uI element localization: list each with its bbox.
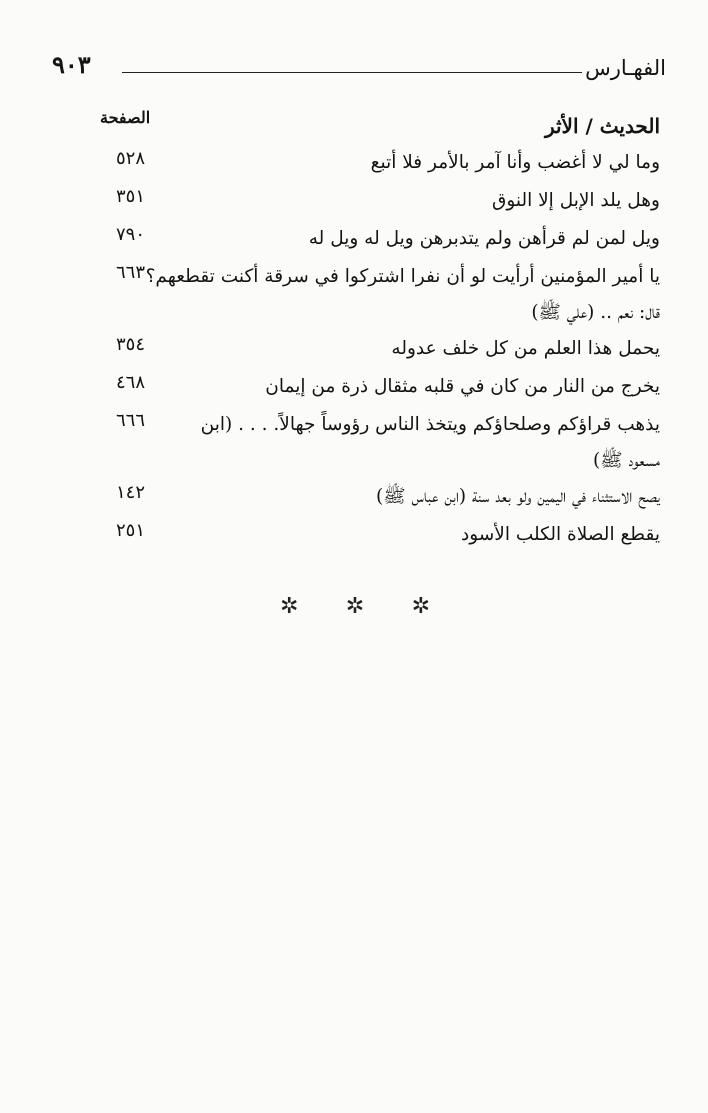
- index-entry: [0, 224, 708, 264]
- index-entry: [0, 334, 708, 374]
- star-ornament-icon: ✲: [345, 594, 365, 619]
- entry-page: ٢٥١: [116, 520, 146, 541]
- header-rule: [122, 72, 582, 73]
- page-number: ٩٠٣: [52, 50, 91, 79]
- section-end-ornaments: [280, 594, 430, 619]
- entry-text: يا أمير المؤمنين أرأيت لو أن نفرا اشتركوا في سرقة أكنت تقطعهم؟: [145, 266, 660, 287]
- entry-text: مسعود ﷺ): [593, 450, 660, 471]
- index-entry-continuation: [0, 302, 708, 338]
- entry-page: ٥٢٨: [116, 148, 146, 169]
- entry-text: قال: نعم .. (علي ﷺ): [531, 302, 660, 323]
- entry-text: يحمل هذا العلم من كل خلف عدوله: [391, 338, 660, 359]
- entry-page: ٦٦٣: [116, 262, 146, 283]
- index-entry: [0, 148, 708, 188]
- section-title: الفهـارس: [585, 56, 666, 80]
- entry-page: ٦٦٦: [116, 410, 146, 431]
- index-entry: [0, 410, 708, 450]
- entry-text: يذهب قراؤكم وصلحاؤكم ويتخذ الناس رؤوساً جهالاً. . . . (ابن: [200, 414, 660, 435]
- index-entry: [0, 482, 708, 522]
- index-entry: [0, 372, 708, 412]
- entry-text: وما لي لا أغضب وأنا آمر بالأمر فلا أتبع: [370, 152, 660, 173]
- index-entry: [0, 262, 708, 302]
- entry-text: يصح الاستثناء في اليمين ولو بعد سنة (ابن عباس ﷺ): [376, 486, 660, 507]
- entry-text: ويل لمن لم قرأهن ولم يتدبرهن ويل له ويل له: [308, 228, 660, 249]
- column-heading-page: الصفحة: [100, 108, 151, 127]
- column-heading-hadith: الحديث / الأثر: [544, 114, 660, 138]
- entry-page: ٣٥١: [116, 186, 146, 207]
- entry-page: ٧٩٠: [116, 224, 146, 245]
- page-header: [30, 50, 670, 86]
- index-entry-continuation: [0, 450, 708, 486]
- entry-page: ٣٥٤: [116, 334, 146, 355]
- entry-text: وهل يلد الإبل إلا النوق: [491, 190, 660, 211]
- star-ornament-icon: ✲: [280, 594, 299, 619]
- index-entry: [0, 520, 708, 560]
- entry-page: ١٤٢: [116, 482, 146, 503]
- entry-text: يقطع الصلاة الكلب الأسود: [461, 524, 660, 545]
- index-entry: [0, 186, 708, 226]
- entry-page: ٤٦٨: [116, 372, 146, 393]
- entry-text: يخرج من النار من كان في قلبه مثقال ذرة من إيمان: [265, 376, 660, 397]
- star-ornament-icon: ✲: [411, 594, 430, 619]
